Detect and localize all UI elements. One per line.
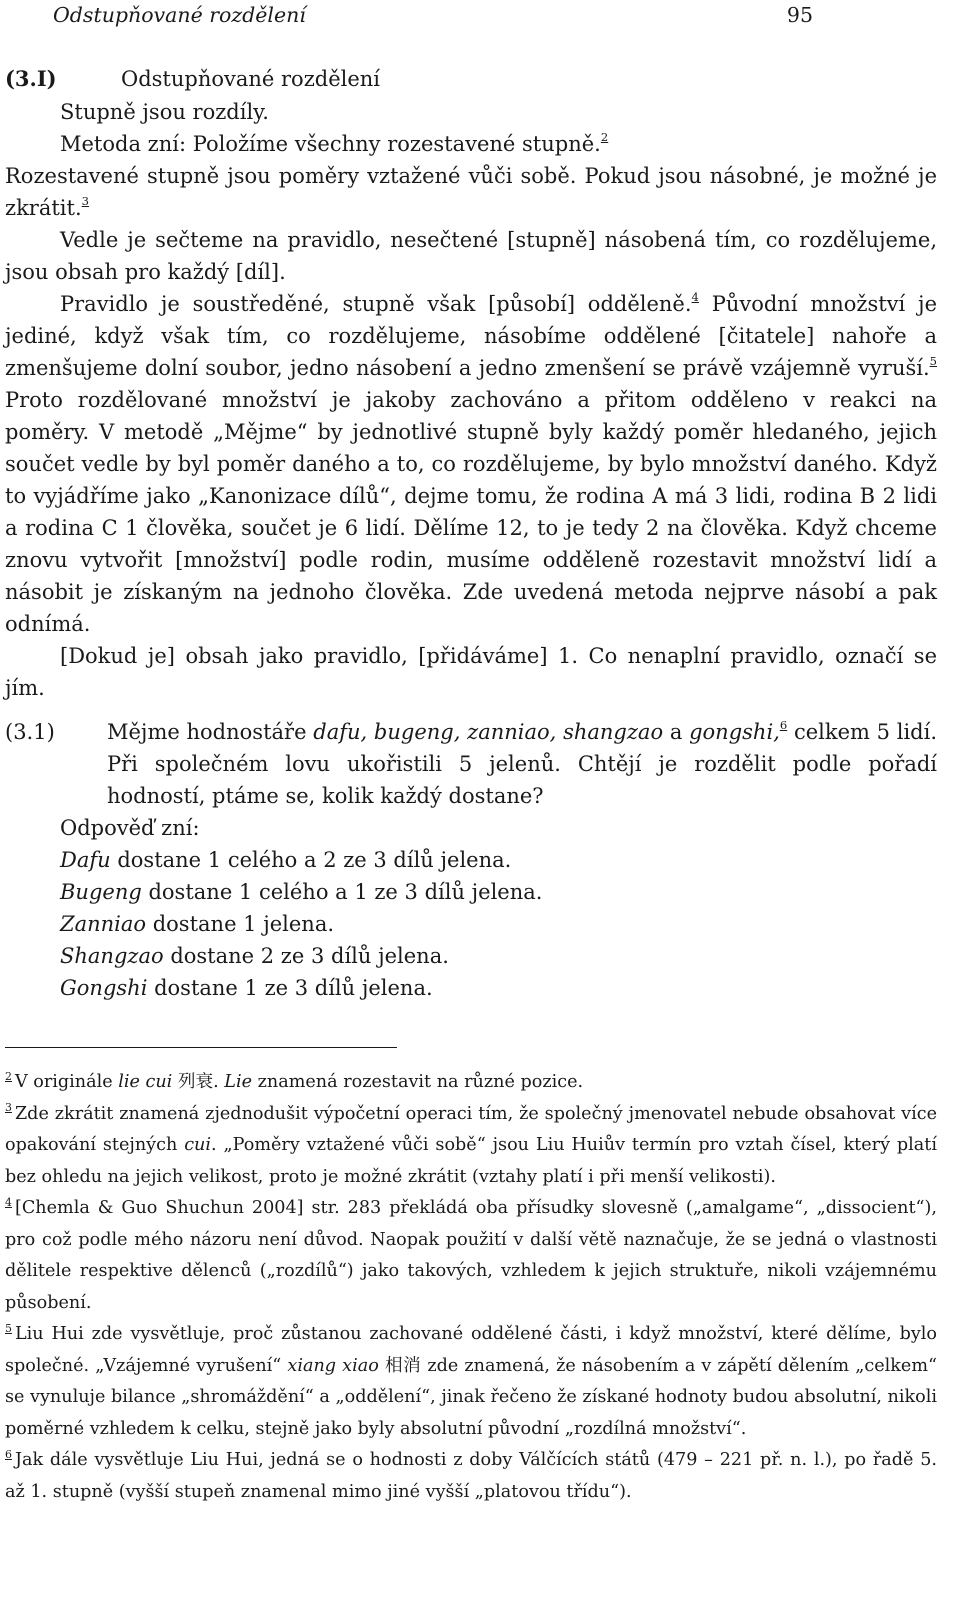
footnotes [5,1067,937,1508]
answer-line: Gongshi dostane 1 ze 3 dílů jelena. [60,976,433,1000]
paragraph: Vedle je sečteme na pravidlo, nesečtené [stupně] násobená tím, co rozdělujeme, jsou obsah pro každý [díl]. [5,228,937,284]
section-number: (3.I) [5,66,57,91]
paragraph: Rozestavené stupně jsou poměry vztažené vůči sobě. Pokud jsou násobné, je možné je zkrátit.$^3$ [5,164,937,220]
answer-label: Odpověď zní: [60,816,200,840]
answer-line: Zanniao dostane 1 jelena. [60,912,335,936]
answer-block [5,812,937,1004]
rank-names: dafu, bugeng, zanniao, shangzao [313,720,664,744]
footnote-6: $^6$ Jak dále vysvětluje Liu Hui, jedná se o hodnosti z doby Válčících států (479 – 221 př. n. l.), po řadě 5. až 1. stupně (vyšší stupeň znamenal mimo jiné vyšší „platovou třídu“). [5,1447,937,1502]
section-title: Odstupňované rozdělení [121,67,381,91]
section-heading [5,63,937,95]
footnote-3: $^3$ Zde zkrátit znamená zjednodušit výpočetní operaci tím, že společný jmenovatel nebude obsahovat více opakování stejných cui. „Poměry vztažené vůči sobě“ jsou Liu Huiův termín pro vztah čísel, který platí bez ohledu na jejich velikost, proto je možné zkrátit (vztahy platí i při menší velikosti). [5,1101,937,1187]
footnote-4: $^4$ [Chemla & Guo Shuchun 2004] str. 283 překládá oba přísudky slovesně („amalgame“, „dissocient“), pro což podle mého názoru není důvod. Naopak použití v další větě naznačuje, že se jedná o vlastnosti dělitele respektive dělenců („rozdílů“) jako takových, vzhledem k jejich struktuře, nikoli vzájemnému působení. [5,1195,937,1313]
footnote-ref[interactable]: 6 [779,718,788,733]
example-statement: Mějme hodnostáře dafu, bugeng, zanniao, shangzao a gongshi,$^6$ celkem 5 lidí. Při společném lovu ukořistili 5 jelenů. Chtějí je rozdělit podle pořadí hodností, ptáme se, kolik každý dostane? [107,718,938,808]
footnote-rule [5,1047,397,1048]
paragraph: [Dokud je] obsah jako pravidlo, [přidáváme] 1. Co nenaplní pravidlo, označí se jím. [5,644,937,700]
answer-line: Bugeng dostane 1 celého a 1 ze 3 dílů jelena. [60,880,543,904]
footnote-ref[interactable]: 4 [691,290,699,305]
running-title: Odstupňované rozdělení [53,3,306,27]
footnote-5: $^5$ Liu Hui zde vysvětluje, proč zůstanou zachované oddělené části, i když množství, které dělíme, bylo společné. „Vzájemné vyrušení“ xiang xiao 相消 zde znamená, že násobením a v zápětí dělením „celkem“ se vynuluje bilance „shromáždění“ a „oddělení“, jinak řečeno že získané hodnoty budou absolutní, nikoli poměrné vzhledem k celku, stejně jako byly absolutní původní „rozdílná množství“. [5,1321,937,1439]
answer-line: Dafu dostane 1 celého a 2 ze 3 dílů jelena. [60,848,512,872]
example [5,716,937,1004]
example-number: (3.1) [5,720,55,744]
running-head [5,0,937,30]
footnote-ref[interactable]: 5 [929,354,937,369]
footnote-ref[interactable]: 2 [600,130,609,145]
paragraph: Stupně jsou rozdíly. [60,100,269,124]
footnote-ref[interactable]: 3 [81,194,89,209]
main-text [5,63,937,1004]
footnote-2: $^2$ V originále lie cui 列衰. Lie znamená rozestavit na různé pozice. [5,1069,584,1092]
paragraph: Pravidlo je soustředěné, stupně však [působí] odděleně.$^4$ Původní množství je jediné, když však tím, co rozdělujeme, násobíme oddělené [čitatele] nahoře a zmenšujeme dolní soubor, jedno násobení a jedno zmenšení se právě vzájemně vyruší.$^5$ Proto rozdělované množství je jakoby zachováno a přitom odděleno v reakci na poměry. V metodě „Mějme“ by jednotlivé stupně byly každý poměr hledaného, jejich součet vedle by byl poměr daného a to, co rozdělujeme, by bylo množství daného. Když to vyjádříme jako „Kanonizace dílů“, dejme tomu, že rodina A má 3 lidi, rodina B 2 lidi a rodina C 1 člověka, součet je 6 lidí. Dělíme 12, to je tedy 2 na člověka. Když chceme znovu vytvořit [množství] podle rodin, musíme odděleně rozestavit množství lidí a násobit je získaným na jednoho člověka. Zde uvedená metoda nejprve násobí a pak odnímá. [5,290,937,636]
paragraph: Metoda zní: Položíme všechny rozestavené stupně.$^2$ [60,130,609,156]
page-number: 95 [786,3,813,27]
answer-line: Shangzao dostane 2 ze 3 dílů jelena. [60,944,449,968]
